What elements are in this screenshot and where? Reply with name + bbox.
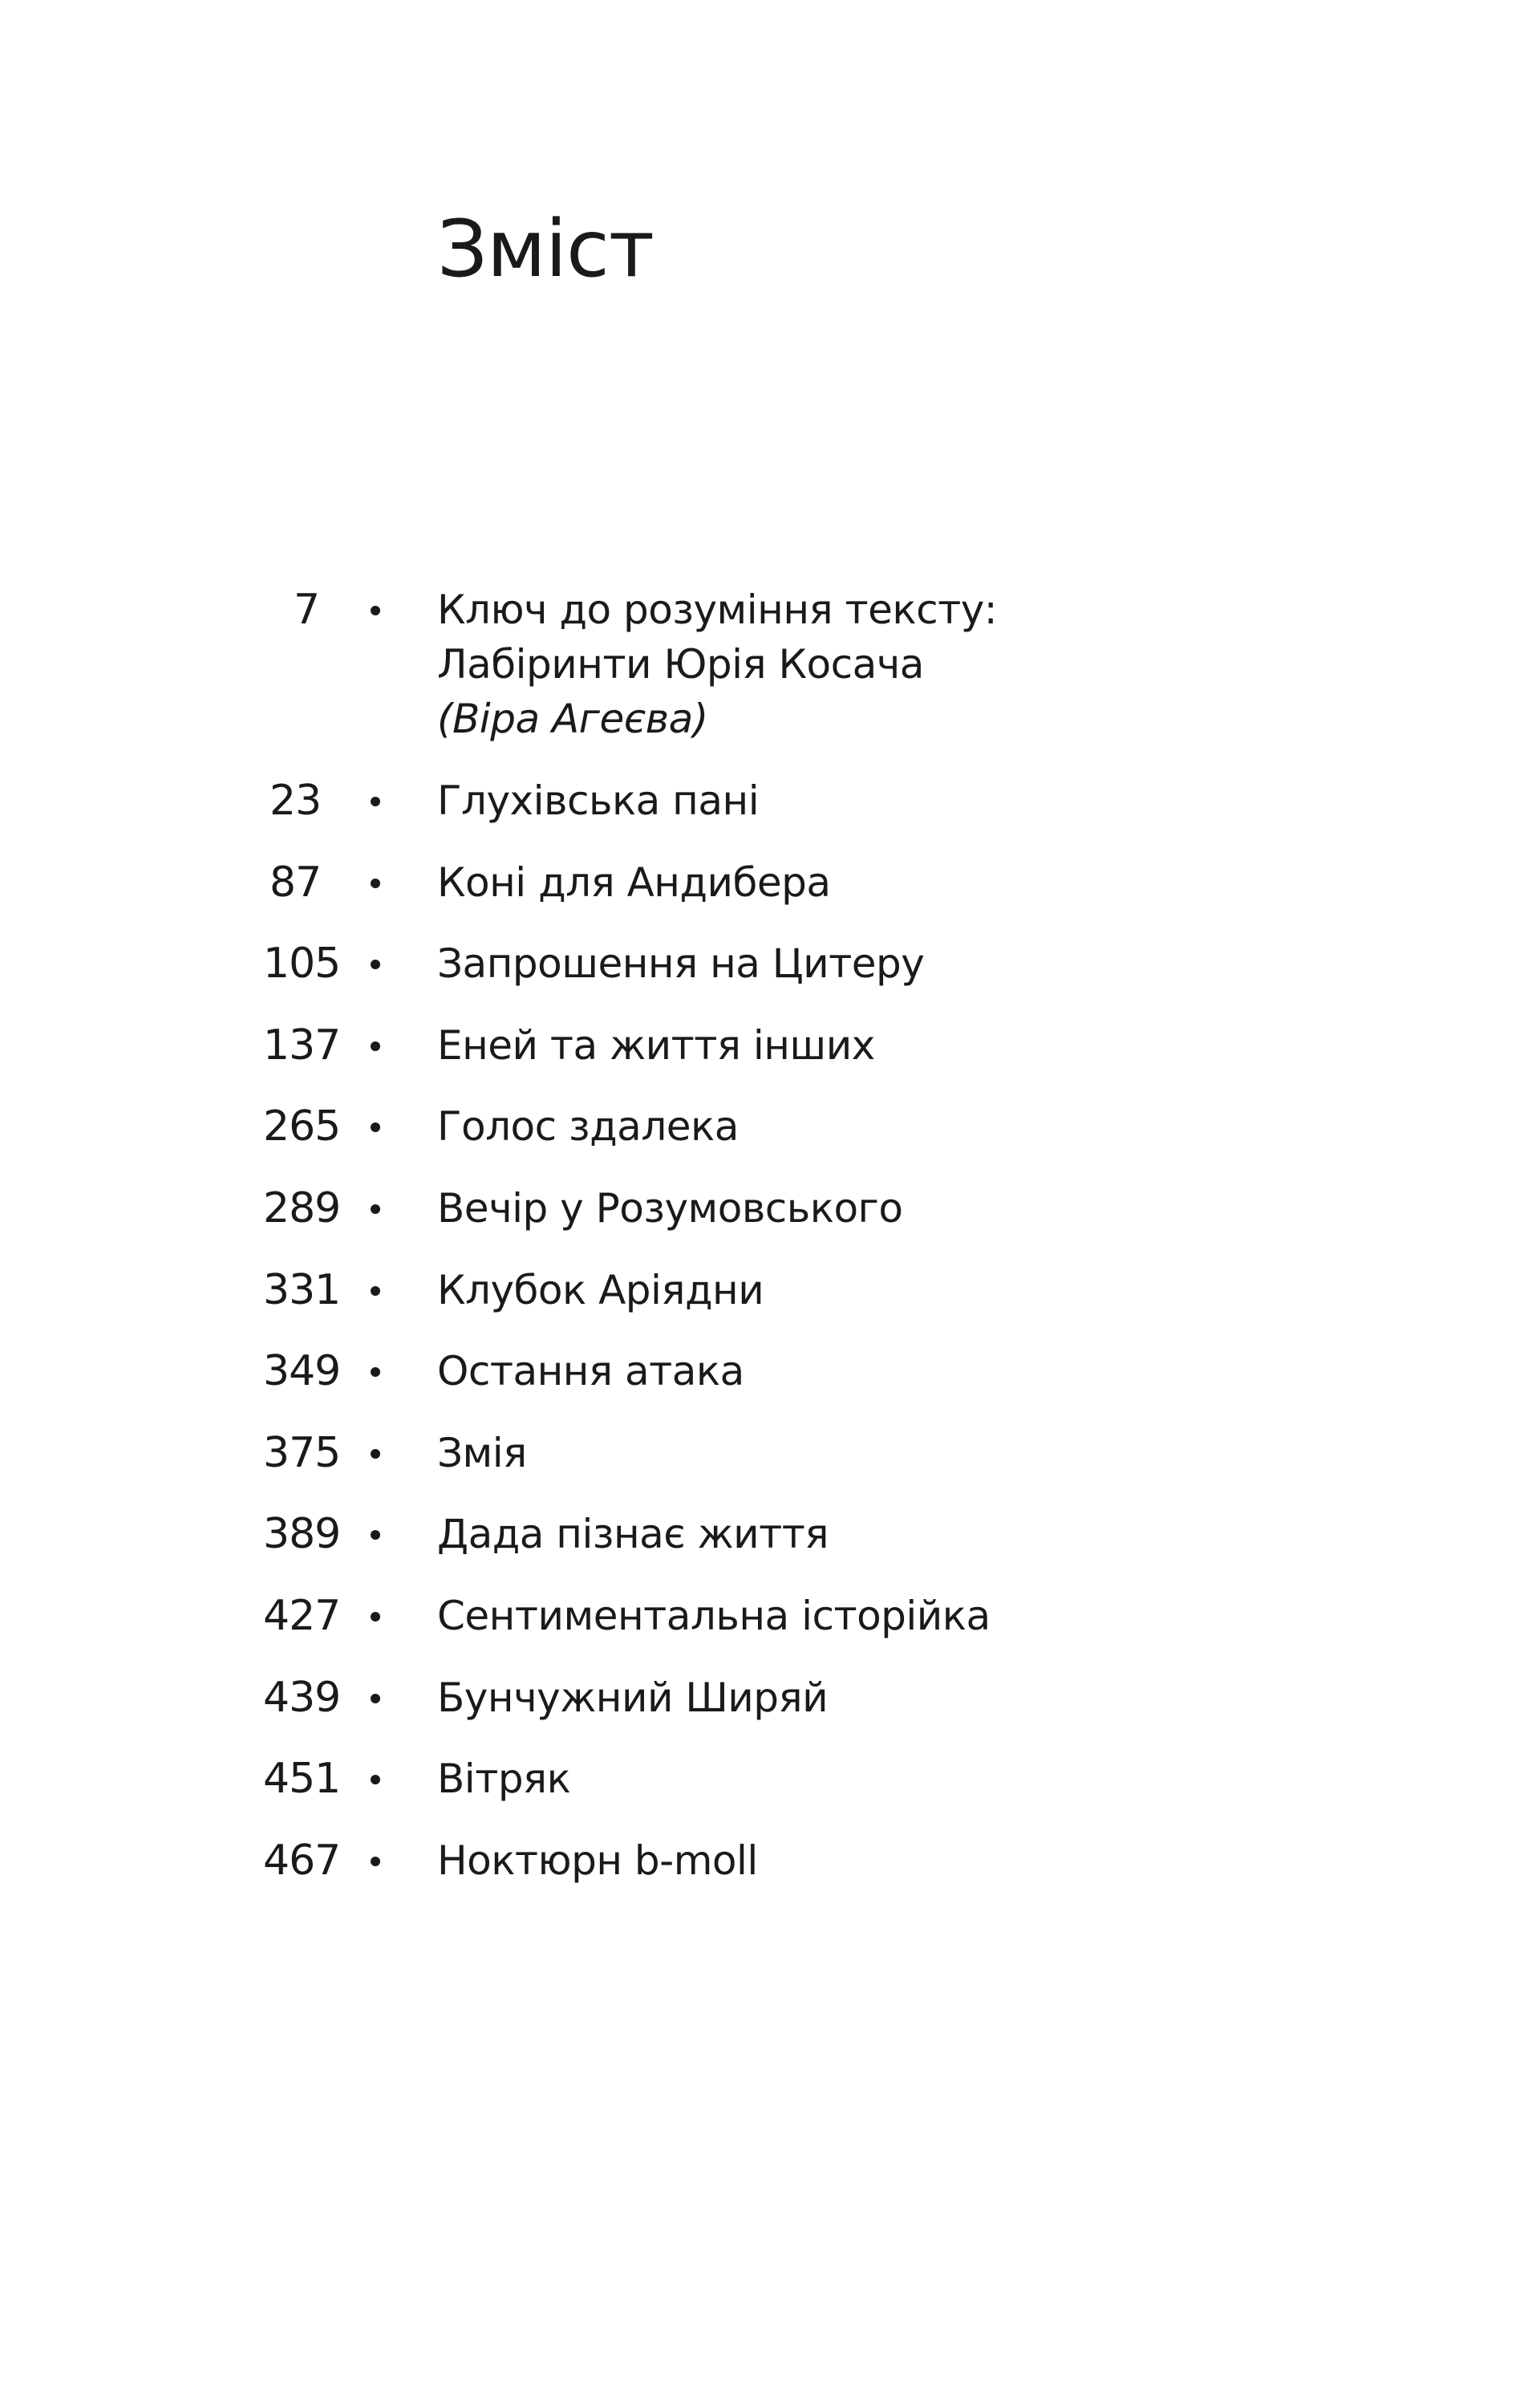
bullet-separator-icon (371, 1775, 380, 1784)
toc-page-number: 265 (263, 1102, 341, 1151)
bullet-separator-icon (371, 1204, 380, 1214)
toc-page-number: 137 (263, 1021, 341, 1070)
toc-entry-title: Клубок Аріядни (437, 1266, 764, 1313)
toc-page-number: 467 (263, 1836, 341, 1885)
toc-page-number: 331 (263, 1265, 341, 1314)
toc-page-number: 87 (270, 858, 322, 907)
bullet-separator-icon (371, 1041, 380, 1051)
toc-entry[interactable] (0, 1426, 1540, 1508)
table-of-contents (0, 582, 1540, 1914)
bullet-separator-icon (371, 1286, 380, 1296)
toc-entry[interactable] (0, 1752, 1540, 1833)
toc-entry-title: Коні для Андибера (437, 859, 831, 906)
toc-entry[interactable] (0, 1181, 1540, 1263)
toc-entry-author: (Віра Агеєва) (437, 696, 708, 742)
toc-entry[interactable] (0, 1589, 1540, 1670)
toc-entry[interactable] (0, 1344, 1540, 1426)
bullet-separator-icon (371, 1530, 380, 1540)
toc-page-number: 389 (263, 1510, 341, 1559)
toc-entry-title: Глухівська пані (437, 777, 760, 824)
bullet-separator-icon (371, 1694, 380, 1703)
toc-page-number: 23 (270, 777, 322, 825)
bullet-separator-icon (371, 1857, 380, 1866)
toc-entry-title (437, 582, 997, 746)
bullet-separator-icon (371, 1449, 380, 1459)
toc-entry[interactable] (0, 1670, 1540, 1752)
toc-entry-title: Вітряк (437, 1756, 571, 1803)
toc-entry[interactable] (0, 1099, 1540, 1181)
bullet-separator-icon (371, 606, 380, 615)
toc-page-number: 439 (263, 1673, 341, 1722)
toc-entry[interactable] (0, 1507, 1540, 1589)
toc-entry-title: Дада пізнає життя (437, 1511, 829, 1558)
toc-entry[interactable] (0, 936, 1540, 1018)
bullet-separator-icon (371, 1367, 380, 1377)
bullet-separator-icon (371, 1612, 380, 1622)
toc-page-number: 427 (263, 1591, 341, 1640)
bullet-separator-icon (371, 1122, 380, 1132)
toc-entry-title: Бунчужний Ширяй (437, 1674, 829, 1721)
toc-entry-title: Запрошення на Цитеру (437, 940, 925, 988)
toc-entry[interactable] (0, 1018, 1540, 1100)
toc-entry[interactable] (0, 1263, 1540, 1345)
toc-entry-title: Змія (437, 1429, 527, 1476)
toc-entry-title: Вечір у Розумовського (437, 1184, 903, 1232)
toc-entry-title: Ноктюрн b-moll (437, 1837, 758, 1884)
toc-entry-title: Остання атака (437, 1348, 744, 1395)
toc-page-number: 451 (263, 1755, 341, 1804)
toc-title-line: Лабіринти Юрія Косача (437, 641, 924, 688)
toc-title-line: Ключ до розуміння тексту: (437, 587, 998, 633)
bullet-separator-icon (371, 797, 380, 806)
toc-entry-title: Сентиментальна історійка (437, 1592, 991, 1639)
toc-page-number: 375 (263, 1428, 341, 1477)
toc-page-number: 105 (263, 940, 341, 988)
page-title: Зміст (437, 204, 654, 295)
toc-page-number: 7 (294, 586, 320, 634)
toc-entry[interactable] (0, 773, 1540, 855)
toc-entry-title: Еней та життя інших (437, 1021, 875, 1069)
toc-page-number: 289 (263, 1183, 341, 1232)
toc-page-number: 349 (263, 1347, 341, 1396)
toc-entry-title: Голос здалека (437, 1103, 739, 1151)
bullet-separator-icon (371, 879, 380, 888)
toc-entry[interactable] (0, 1833, 1540, 1915)
toc-entry[interactable] (0, 582, 1540, 773)
bullet-separator-icon (371, 960, 380, 969)
toc-entry[interactable] (0, 855, 1540, 937)
